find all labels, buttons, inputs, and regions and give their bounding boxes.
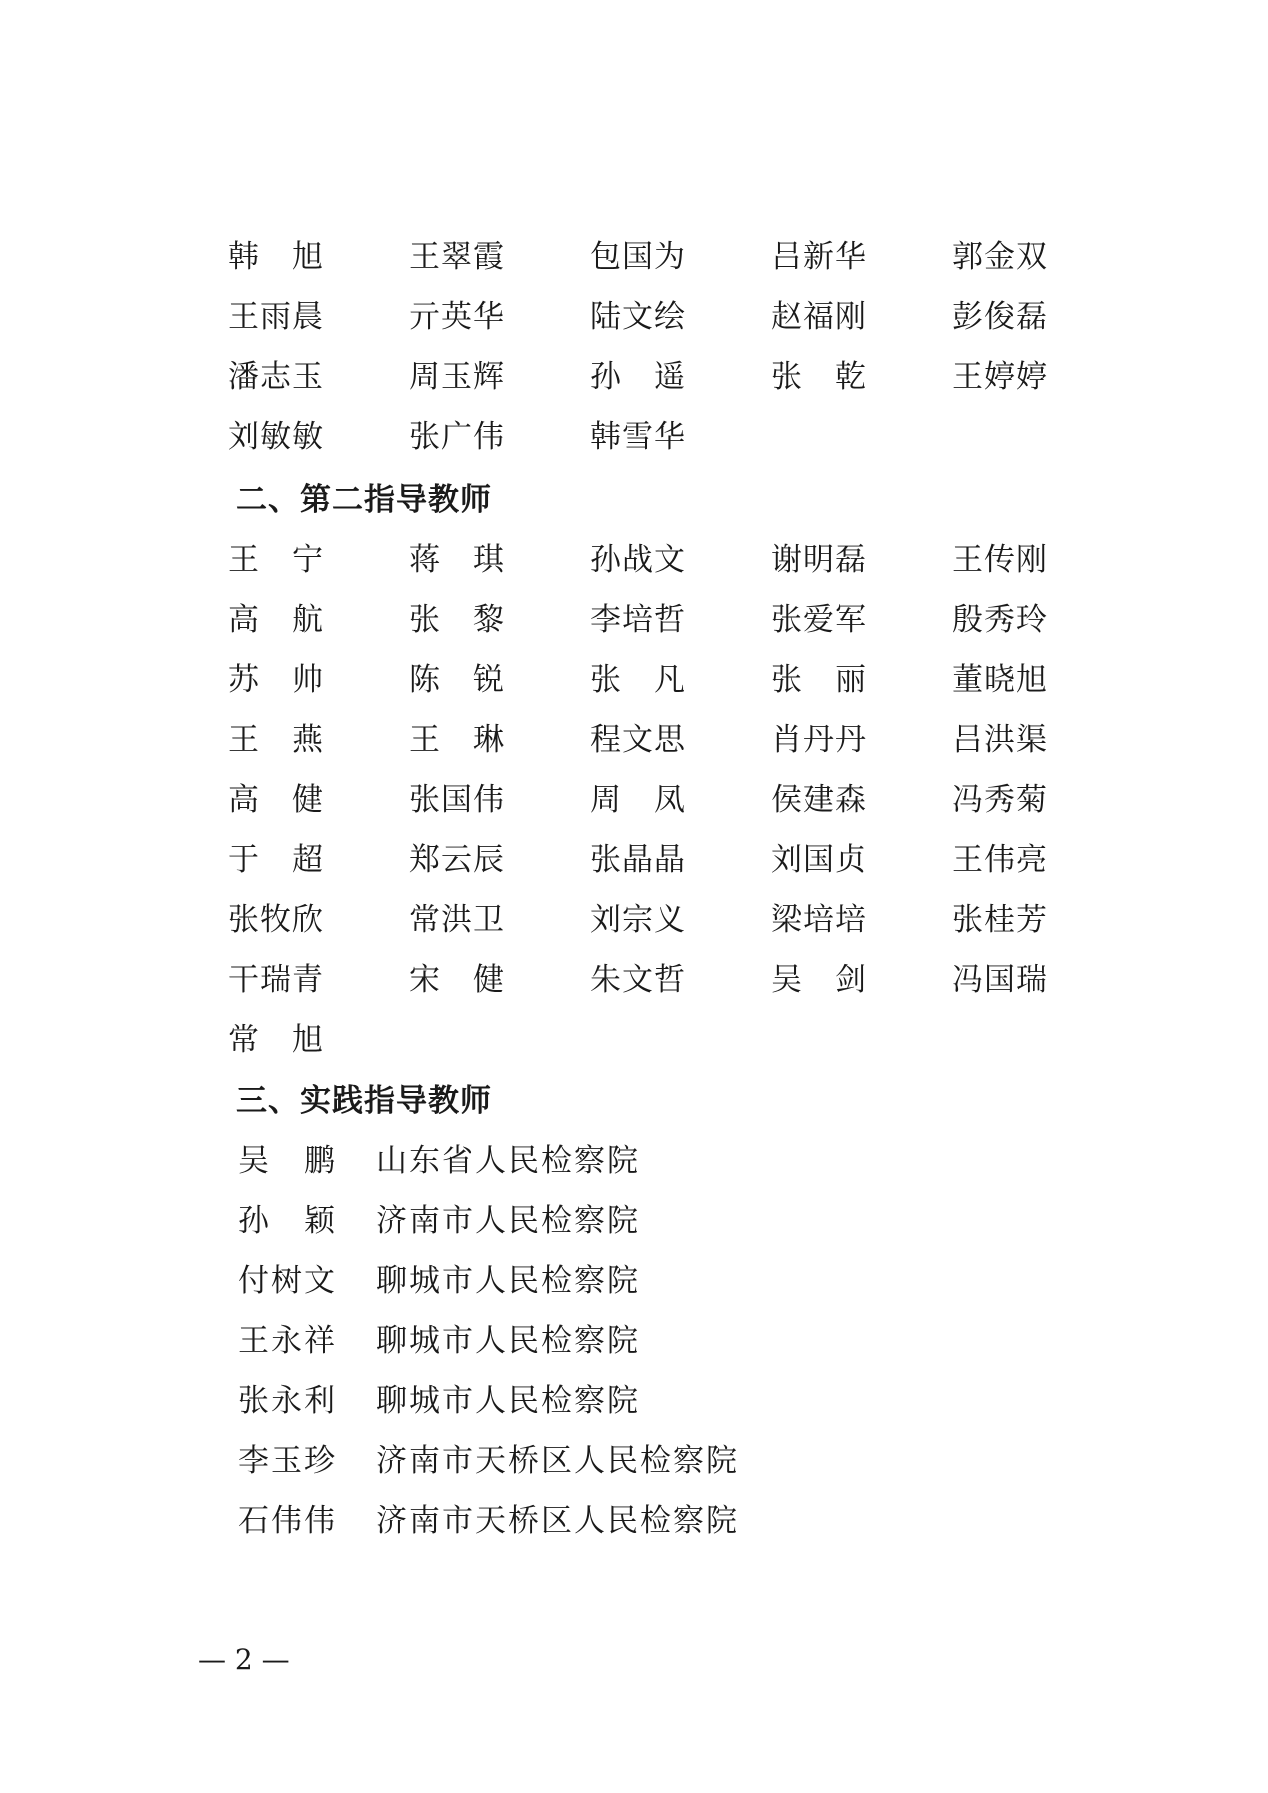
name-row [228,287,1148,347]
teacher-name: 周玉辉 [409,359,505,395]
teacher-name: 彭俊磊 [952,299,1048,335]
teacher-name: 于 超 [228,842,324,878]
teacher-name: 干瑞青 [228,962,324,998]
teacher-name: 郭金双 [952,239,1048,275]
list-item [238,1371,739,1431]
teacher-name: 韩 旭 [228,239,324,275]
section2-name-grid [228,530,1148,1070]
teacher-name: 潘志玉 [228,359,324,395]
teacher-name: 王 燕 [228,722,324,758]
teacher-name: 吕新华 [771,239,867,275]
name-row [228,590,1148,650]
teacher-name: 吴 剑 [771,962,867,998]
name-row [228,950,1148,1010]
section3-heading: 三、实践指导教师 [236,1083,492,1119]
teacher-name: 殷秀玲 [952,602,1048,638]
section2-heading: 二、第二指导教师 [236,482,492,518]
organization-name: 聊城市人民检察院 [376,1383,640,1419]
name-row [228,830,1148,890]
teacher-name: 李玉珍 [238,1443,337,1479]
name-row [228,407,1148,467]
teacher-name: 高 航 [228,602,324,638]
teacher-name: 赵福刚 [771,299,867,335]
organization-name: 济南市天桥区人民检察院 [376,1443,739,1479]
teacher-name: 苏 帅 [228,662,324,698]
list-item [238,1311,739,1371]
teacher-name: 常洪卫 [409,902,505,938]
teacher-name: 吴 鹏 [238,1143,337,1179]
teacher-name: 蒋 琪 [409,542,505,578]
teacher-name: 刘宗义 [590,902,686,938]
list-item [238,1131,739,1191]
teacher-name: 肖丹丹 [771,722,867,758]
teacher-name: 王传刚 [952,542,1048,578]
teacher-name: 冯秀菊 [952,782,1048,818]
name-row [228,710,1148,770]
teacher-name: 郑云辰 [409,842,505,878]
teacher-name: 常 旭 [228,1022,324,1058]
teacher-name: 王伟亮 [952,842,1048,878]
teacher-name: 孙 遥 [590,359,686,395]
list-item [238,1251,739,1311]
teacher-name: 谢明磊 [771,542,867,578]
teacher-name: 王雨晨 [228,299,324,335]
list-item [238,1491,739,1551]
organization-name: 聊城市人民检察院 [376,1323,640,1359]
teacher-name: 张广伟 [409,419,505,455]
section1-name-grid [228,227,1148,467]
name-row [228,650,1148,710]
teacher-name: 张牧欣 [228,902,324,938]
teacher-name: 陆文绘 [590,299,686,335]
teacher-name: 冯国瑞 [952,962,1048,998]
teacher-name: 王 宁 [228,542,324,578]
teacher-name: 付树文 [238,1263,337,1299]
teacher-name: 张永利 [238,1383,337,1419]
teacher-name: 亓英华 [409,299,505,335]
teacher-name: 朱文哲 [590,962,686,998]
teacher-name: 张国伟 [409,782,505,818]
teacher-name: 董晓旭 [952,662,1048,698]
teacher-name: 程文思 [590,722,686,758]
teacher-name: 陈 锐 [409,662,505,698]
teacher-name: 李培哲 [590,602,686,638]
teacher-name: 王永祥 [238,1323,337,1359]
name-row [228,530,1148,590]
teacher-name: 宋 健 [409,962,505,998]
name-row [228,347,1148,407]
list-item [238,1431,739,1491]
teacher-name: 吕洪渠 [952,722,1048,758]
teacher-name: 王 琳 [409,722,505,758]
teacher-name: 孙战文 [590,542,686,578]
teacher-name: 韩雪华 [590,419,686,455]
page-number: — 2 — [198,1643,290,1676]
organization-name: 聊城市人民检察院 [376,1263,640,1299]
teacher-name: 刘敏敏 [228,419,324,455]
teacher-name: 孙 颖 [238,1203,337,1239]
organization-name: 济南市人民检察院 [376,1203,640,1239]
list-item [238,1191,739,1251]
teacher-name: 张 丽 [771,662,867,698]
teacher-name: 张晶晶 [590,842,686,878]
teacher-name: 张 凡 [590,662,686,698]
teacher-name: 包国为 [590,239,686,275]
organization-name: 山东省人民检察院 [376,1143,640,1179]
teacher-name: 张 黎 [409,602,505,638]
teacher-name: 王翠霞 [409,239,505,275]
teacher-name: 王婷婷 [952,359,1048,395]
name-row [228,890,1148,950]
section3-practice-list [238,1131,739,1551]
teacher-name: 周 凤 [590,782,686,818]
teacher-name: 高 健 [228,782,324,818]
teacher-name: 梁培培 [771,902,867,938]
name-row [228,227,1148,287]
organization-name: 济南市天桥区人民检察院 [376,1503,739,1539]
teacher-name: 张爱军 [771,602,867,638]
name-row [228,770,1148,830]
teacher-name: 侯建森 [771,782,867,818]
teacher-name: 张桂芳 [952,902,1048,938]
teacher-name: 张 乾 [771,359,867,395]
teacher-name: 石伟伟 [238,1503,337,1539]
name-row [228,1010,1148,1070]
teacher-name: 刘国贞 [771,842,867,878]
